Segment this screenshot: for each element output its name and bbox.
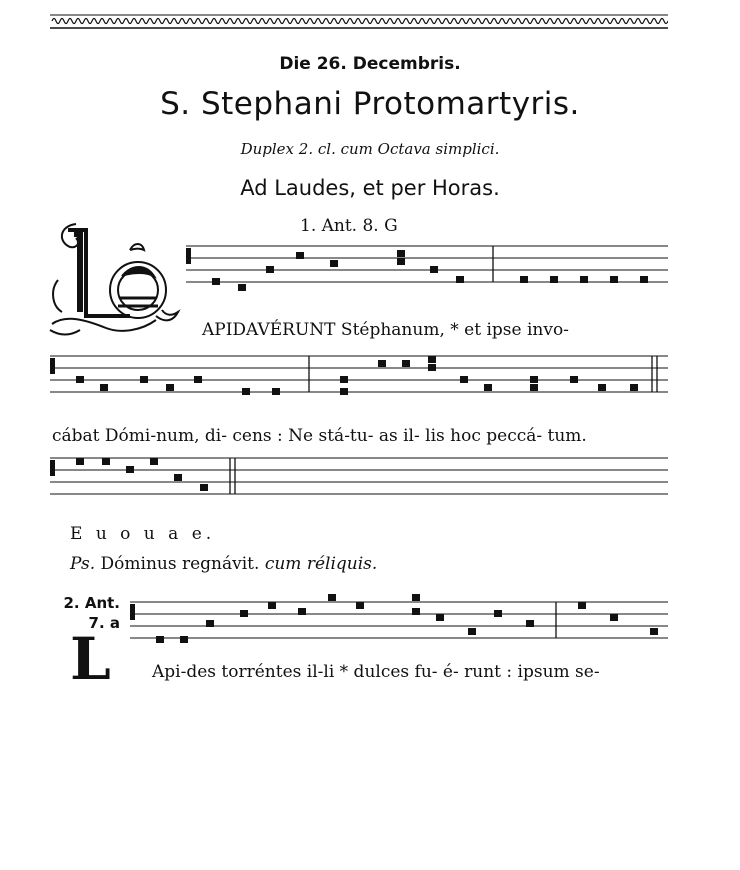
neume-note [238,284,246,291]
antiphon-1-label: 1. Ant. 8. G [300,216,398,236]
neume-note [402,360,410,367]
neume-note [140,376,148,383]
neume-note [126,466,134,473]
neume-note [456,276,464,283]
neume-note [570,376,578,383]
antiphon-2-label-line-1: 2. Ant. [63,594,120,612]
neume-note [340,388,348,395]
neume-note [100,384,108,391]
neume-note [356,602,364,609]
neume-note [580,276,588,283]
neume-note [330,260,338,267]
antiphon-2-label-line-2: 7. a [88,614,120,632]
neume-note [430,266,438,273]
neume-note [397,258,405,265]
psalm-suffix: cum réliquis. [264,554,378,574]
neume-note [298,608,306,615]
neume-note [468,628,476,635]
neume-note [76,458,84,465]
neume-note [212,278,220,285]
neume-note [530,384,538,391]
neume-note [194,376,202,383]
euouae-text: E u o u a e. [70,524,216,544]
feast-rank: Duplex 2. cl. cum Octava simplici. [240,140,500,158]
neume-note [174,474,182,481]
neume-note [484,384,492,391]
neume-note [520,276,528,283]
neume-note [598,384,606,391]
neume-note [550,276,558,283]
neume-note [200,484,208,491]
neume-note [526,620,534,627]
neume-note [412,608,420,615]
neume-note [266,266,274,273]
neume-note [650,628,658,635]
feast-title: S. Stephani Protomartyris. [160,86,580,122]
neume-note [242,388,250,395]
neume-note [240,610,248,617]
neume-note [610,276,618,283]
psalm-prefix: Ps. [70,554,96,574]
neume-note [156,636,164,643]
neume-note [340,376,348,383]
antiphon-1-text-line-2: cábat Dómi-num, di- cens : Ne stá-tu- as il- lis hoc peccá- tum. [52,426,587,446]
neume-note [76,376,84,383]
clef-mark [130,604,135,620]
neume-note [460,376,468,383]
antiphon-1-text-line-1: APIDAVÉRUNT Stéphanum, * et ipse invo- [202,320,569,340]
neume-note [166,384,174,391]
neume-note [150,458,158,465]
feast-date: Die 26. Decembris. [279,54,461,74]
neume-note [102,458,110,465]
neume-note [268,602,276,609]
neume-note [530,376,538,383]
neume-note [206,620,214,627]
neume-note [378,360,386,367]
neume-note [296,252,304,259]
neume-note [397,250,405,257]
neume-note [428,356,436,363]
neume-note [328,594,336,601]
office-hour-heading: Ad Laudes, et per Horas. [240,176,500,200]
clef-mark [186,248,191,264]
neume-note [272,388,280,395]
antiphon-2-text-line: Api-des torréntes il-li * dulces fu- é- runt : ipsum se- [152,662,600,682]
neume-note [428,364,436,371]
neume-note [630,384,638,391]
psalm-line [70,554,377,574]
clef-mark [50,358,55,374]
neume-note [494,610,502,617]
neume-note [180,636,188,643]
neume-note [578,602,586,609]
neume-note [436,614,444,621]
neume-note [412,594,420,601]
antiphon-2-initial: L [70,625,111,693]
psalm-incipit: Dóminus regnávit. [100,554,260,574]
neume-note [640,276,648,283]
clef-mark [50,460,55,476]
neume-note [610,614,618,621]
